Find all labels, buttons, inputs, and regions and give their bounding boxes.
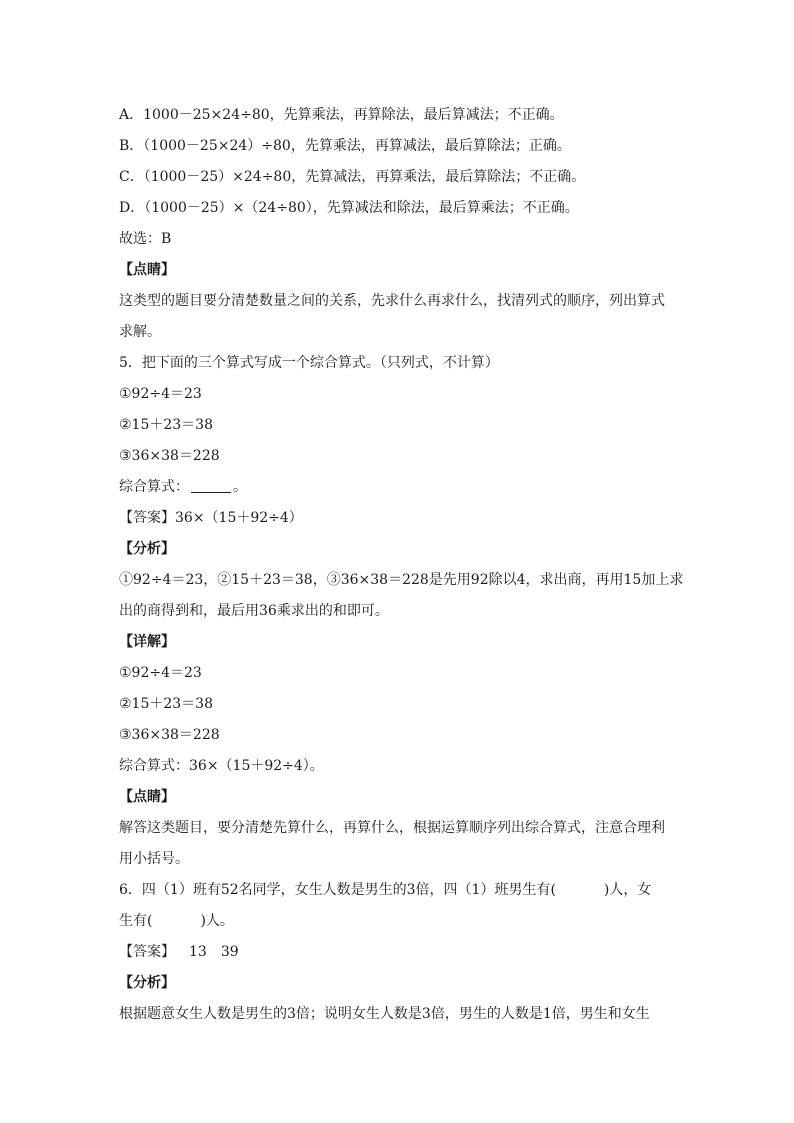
analysis-text-line: ①92÷4＝23，②15＋23＝38，③36×38＝228是先用92除以4，求出商，再用15加上求	[119, 572, 684, 588]
equation-3: ③36×38＝228	[119, 448, 220, 464]
combined-formula-prompt	[119, 472, 679, 503]
analysis-text-line: 根据题意女生人数是男生的3倍；说明女生人数是3倍，男生的人数是1倍，男生和女生	[119, 1006, 650, 1022]
option-d: D．（1000－25）×（24÷80），先算减法和除法，最后算乘法；不正确。	[119, 200, 579, 216]
tip-text-line: 用小括号。	[119, 851, 189, 867]
answer-value: 39	[220, 944, 239, 960]
answer-choice: 故选：B	[119, 231, 172, 247]
equation-1: ①92÷4＝23	[119, 386, 202, 402]
tip-text-line: 求解。	[119, 324, 161, 340]
question-6-line-1	[119, 875, 679, 906]
combined-prefix: 综合算式：	[119, 479, 189, 495]
answer-value: 13	[189, 944, 207, 960]
answer-blank	[191, 478, 231, 493]
tip-heading: 【点睛】	[119, 789, 175, 805]
answer-label: 【答案】	[119, 944, 175, 960]
question-6-text: 6．四（1）班有52名同学，女生人数是男生的3倍，四（1）班男生有(	[119, 882, 556, 898]
answer-line	[119, 937, 679, 968]
detail-heading: 【详解】	[119, 634, 175, 650]
tip-text-line: 这类型的题目要分清楚数量之间的关系，先求什么再求什么，找清列式的顺序，列出算式	[119, 293, 665, 309]
detail-result: 综合算式：36×（15＋92÷4）。	[119, 758, 324, 774]
tip-heading: 【点睛】	[119, 262, 175, 278]
detail-equation-2: ②15＋23＝38	[119, 696, 213, 712]
combined-suffix: 。	[233, 479, 247, 495]
question-5: 5．把下面的三个算式写成一个综合算式。（只列式，不计算）	[119, 355, 499, 371]
option-c: C．（1000－25）×24÷80，先算减法，再算乘法，最后算除法；不正确。	[119, 169, 586, 185]
analysis-text-line: 出的商得到和，最后用36乘求出的和即可。	[119, 603, 389, 619]
document-page	[119, 100, 684, 1030]
answer-line: 【答案】36×（15＋92÷4）	[119, 510, 303, 526]
question-6-text: )人。	[200, 913, 234, 929]
analysis-heading: 【分析】	[119, 975, 175, 991]
tip-text-line: 解答这类题目，要分清楚先算什么，再算什么，根据运算顺序列出综合算式，注意合理利	[119, 820, 665, 836]
question-6-text: )人，女	[603, 882, 652, 898]
analysis-heading: 【分析】	[119, 541, 175, 557]
question-6-text: 生有(	[119, 913, 153, 929]
detail-equation-3: ③36×38＝228	[119, 727, 220, 743]
option-a: A．1000－25×24÷80，先算乘法，再算除法，最后算减法；不正确。	[119, 107, 564, 123]
detail-equation-1: ①92÷4＝23	[119, 665, 202, 681]
question-6-line-2	[119, 906, 679, 937]
equation-2: ②15＋23＝38	[119, 417, 213, 433]
option-b: B．（1000－25×24）÷80，先算乘法，再算减法，最后算除法；正确。	[119, 138, 571, 154]
